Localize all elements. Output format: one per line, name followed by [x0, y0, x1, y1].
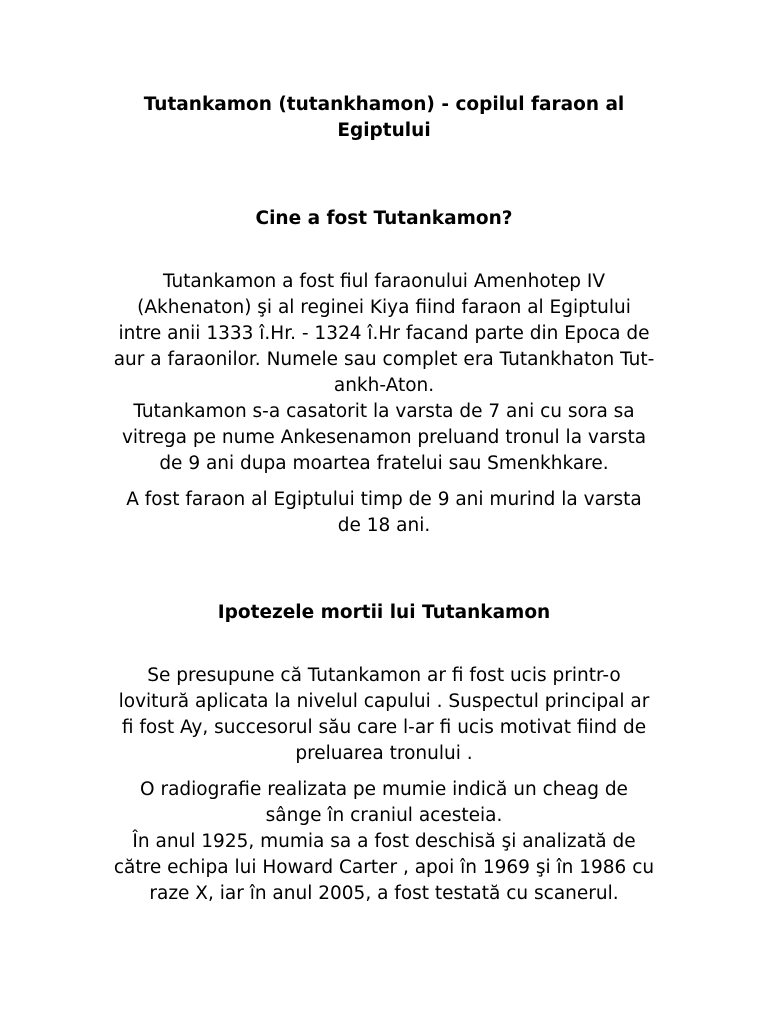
paragraph-radiography — [84, 777, 684, 907]
text-line: preluarea tronului . — [295, 743, 473, 764]
text-line: aur a faraonilor. Numele sau complet era Tutankhaton Tut- — [113, 349, 655, 370]
text-line: raze X, iar în anul 2005, a fost testată cu scanerul. — [149, 883, 619, 904]
text-line: de 18 ani. — [337, 515, 431, 536]
text-line: intre anii 1333 î.Hr. - 1324 î.Hr facand parte din Epoca de — [118, 323, 650, 344]
paragraph-biography — [84, 269, 684, 477]
title-line: Egiptului — [337, 120, 431, 141]
text-line: fi fost Ay, succesorul său care l-ar fi ucis motivat fiind de — [121, 717, 647, 738]
text-line: (Akhenaton) şi al reginei Kiya fiind faraon al Egiptului — [137, 297, 631, 318]
section-heading-who-was: Cine a fost Tutankamon? — [255, 208, 513, 229]
title-line: Tutankamon (tutankhamon) - copilul faraon al — [143, 94, 625, 115]
text-line: În anul 1925, mumia sa a fost deschisă şi analizată de — [132, 831, 636, 852]
text-line: Tutankamon s-a casatorit la varsta de 7 ani cu sora sa — [133, 401, 635, 422]
text-line: O radiografie realizata pe mumie indică un cheag de — [140, 779, 628, 800]
text-line: vitrega pe nume Ankesenamon preluand tronul la varsta — [121, 427, 647, 448]
paragraph-murder-hypothesis — [84, 663, 684, 767]
text-line: lovitură aplicata la nivelul capului . Suspectul principal ar — [118, 691, 650, 712]
section-heading-death-hypotheses: Ipotezele mortii lui Tutankamon — [217, 602, 551, 623]
document-title — [84, 92, 684, 144]
text-line: Se presupune că Tutankamon ar fi fost ucis printr-o — [147, 665, 621, 686]
text-line: ankh-Aton. — [333, 375, 435, 396]
text-line: Tutankamon a fost fiul faraonului Amenhotep IV — [162, 271, 606, 292]
text-line: de 9 ani dupa moartea fratelui sau Smenkhkare. — [159, 453, 609, 474]
paragraph-reign — [84, 487, 684, 539]
text-line: către echipa lui Howard Carter , apoi în 1969 şi în 1986 cu — [113, 857, 655, 878]
text-line: sânge în craniul acesteia. — [265, 805, 503, 826]
text-line: A fost faraon al Egiptului timp de 9 ani murind la varsta — [126, 489, 642, 510]
